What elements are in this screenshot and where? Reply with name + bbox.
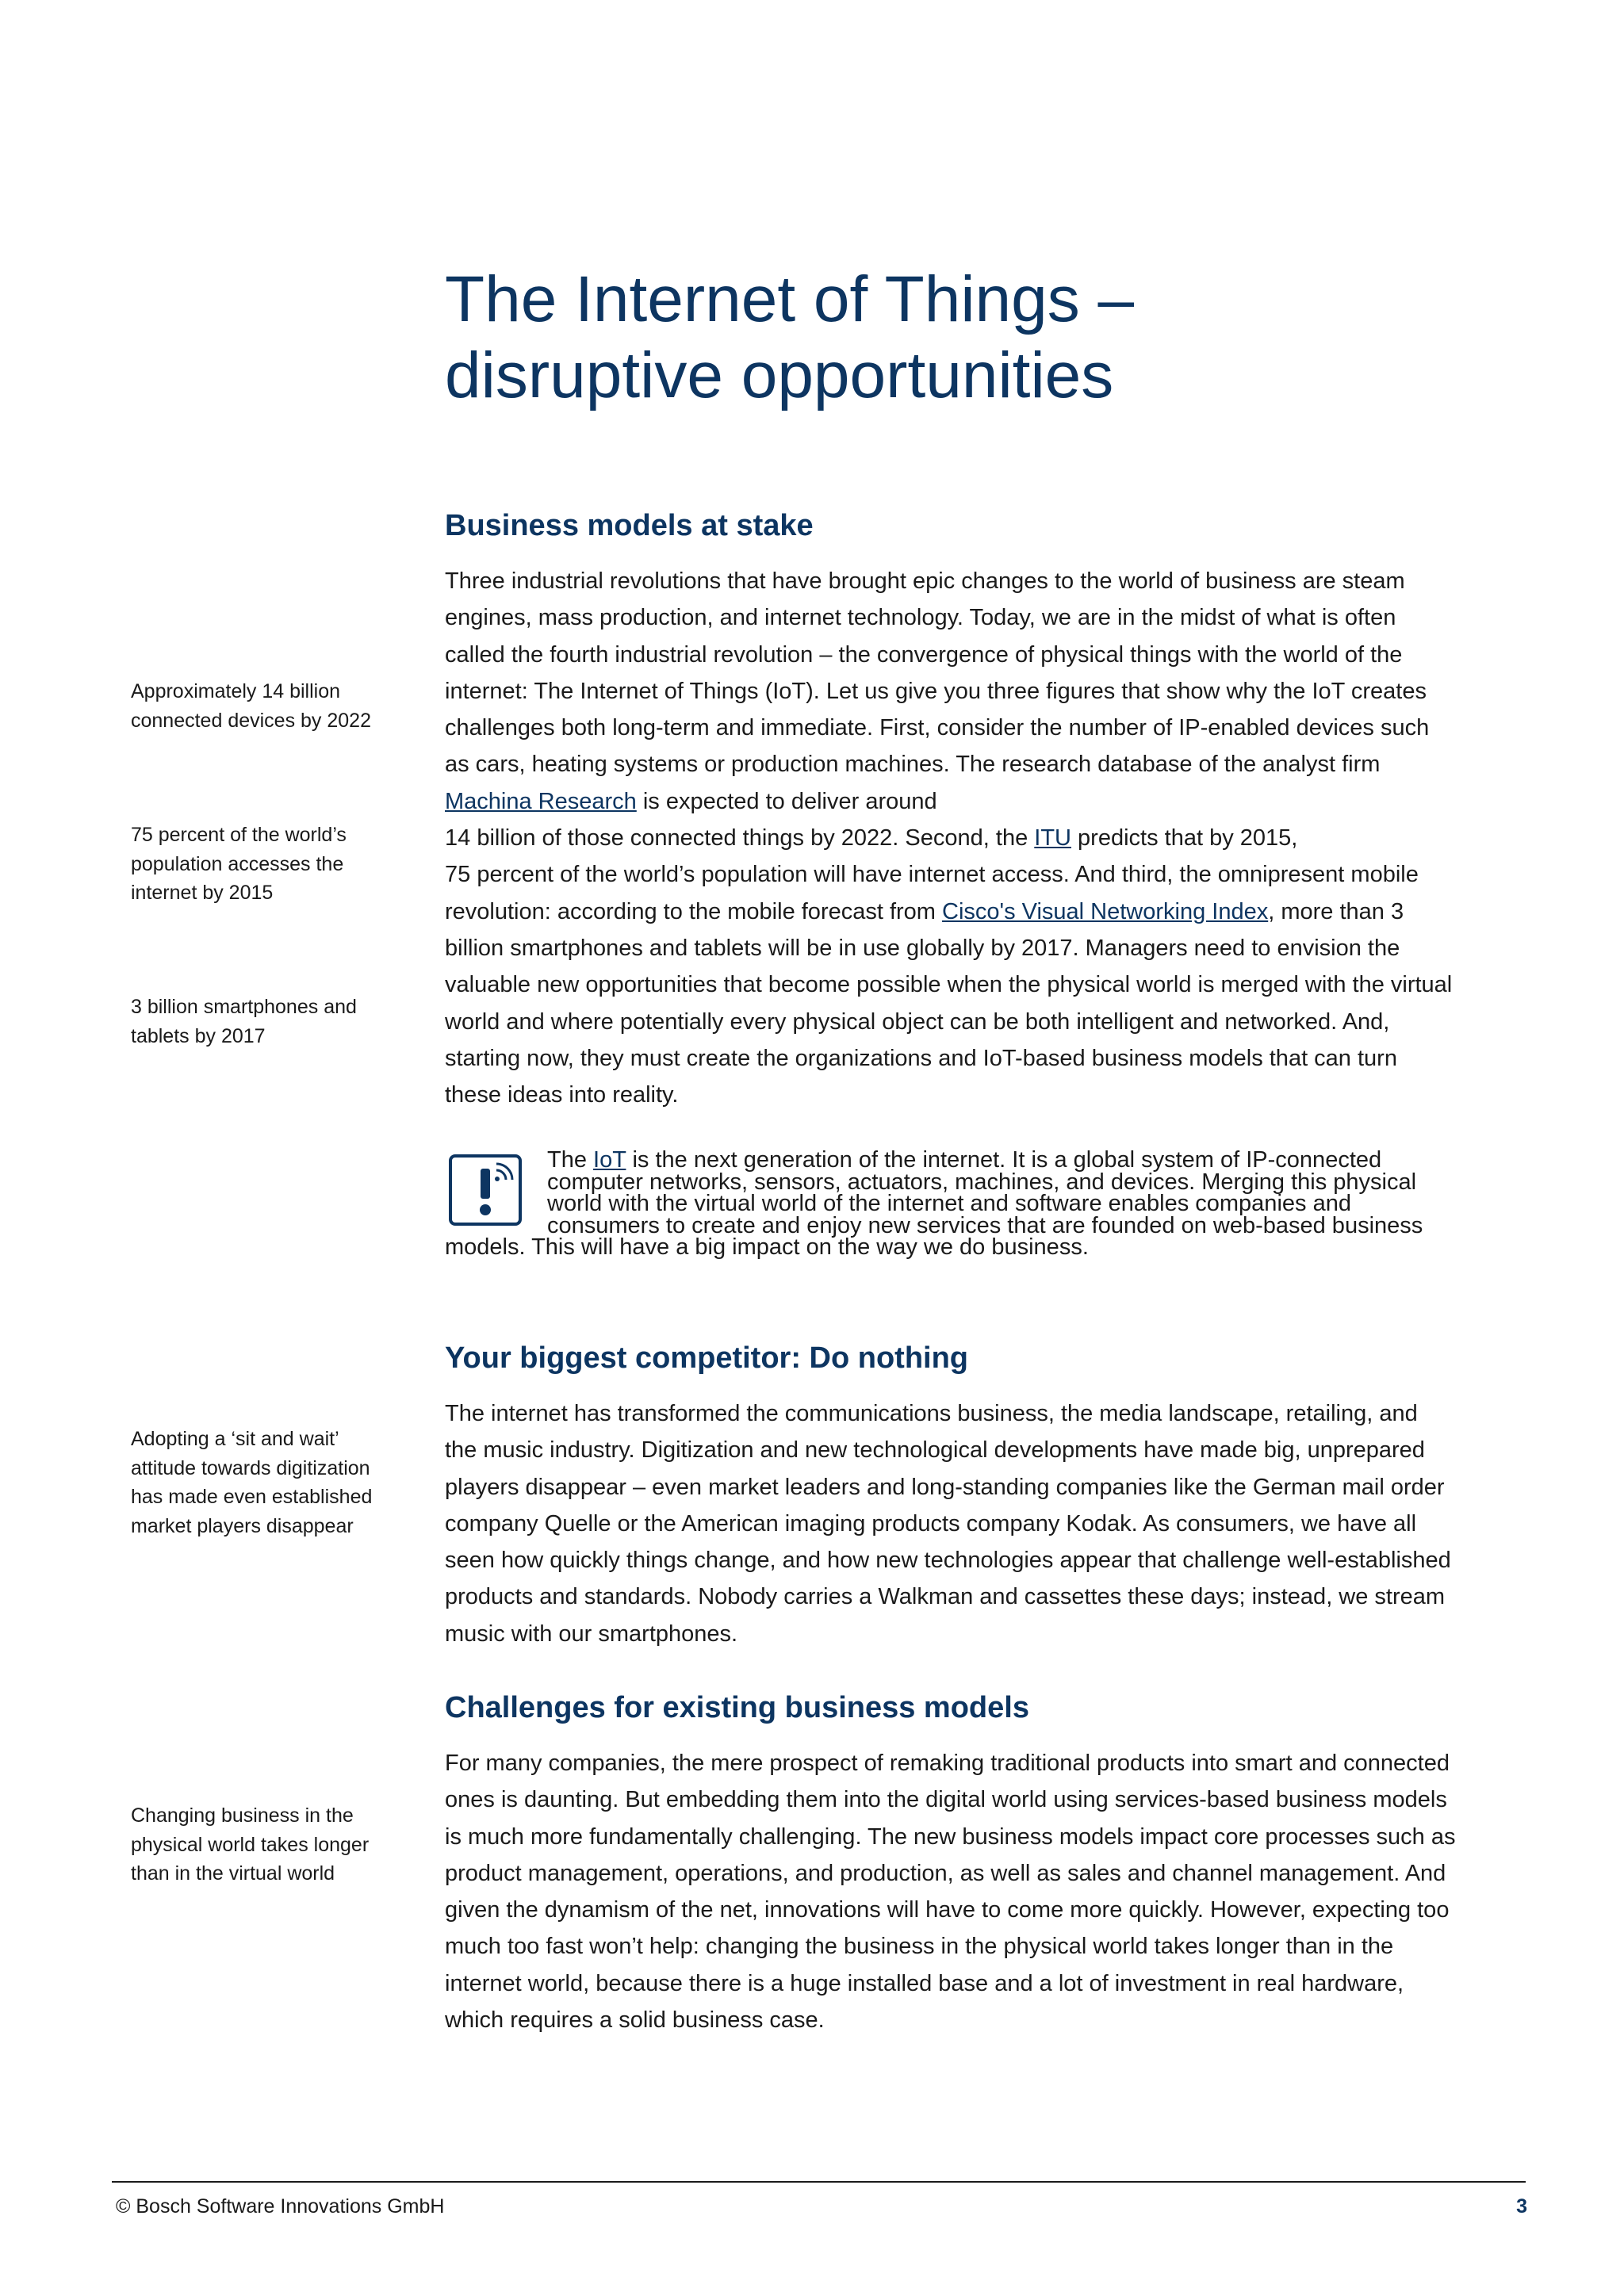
page-title-line-1: The Internet of Things – <box>445 263 1135 335</box>
footer-divider <box>112 2181 1526 2183</box>
info-note-text: The IoT is the next generation of the internet. It is a global system of IP-connected computer networks, sensors, actuators, machines, and devices. Merging this physical world with the virtual world of the internet and software enables companies and consumers to create and enjoy new services that are founded on web-based business models. This will have a big impact on the way we do business. <box>445 1147 1423 1260</box>
sidenote: Adopting a ‘sit and wait’ attitude towards digitization has made even established market players disappear <box>131 1428 373 1537</box>
footer-copyright: © Bosch Software Innovations GmbH <box>116 2195 445 2218</box>
section-business-models <box>445 507 1456 1113</box>
page-title <box>445 262 1476 414</box>
iot-link[interactable]: IoT <box>593 1147 626 1173</box>
exclamation-wifi-icon <box>449 1154 522 1226</box>
section-challenges <box>445 1689 1456 2038</box>
sidenote: 75 percent of the world’s population accesses the internet by 2015 <box>131 824 347 904</box>
section-heading: Your biggest competitor: Do nothing <box>445 1341 969 1375</box>
section-biggest-competitor <box>445 1340 1456 1652</box>
machina-research-link[interactable]: Machina Research <box>445 788 637 814</box>
section-heading: Challenges for existing business models <box>445 1691 1029 1724</box>
section-paragraph: For many companies, the mere prospect of remaking traditional products into smart and connected ones is daunting. But embedding them into the digital world using services-based business models is much more fundamentally challenging. The new business models impact core processes such as product management, operations, and production, as well as sales and channel management. And given the dynamism of the net, innovations will have to come more quickly. However, expecting too much too fast won’t help: changing the business in the physical world takes longer than in the internet world, because there is a huge installed base and a lot of investment in real hardware, which requires a solid business case. <box>445 1751 1456 2034</box>
section-paragraph: Three industrial revolutions that have brought epic changes to the world of business are steam engines, mass production, and internet technology. Today, we are in the midst of what is often called the fourth industrial revolution – the convergence of physical things with the world of the internet: The Internet of Things (IoT). Let us give you three figures that show why the IoT creates challenges both long-term and immediate. First, consider the number of IP-enabled devices such as cars, heating systems or production machines. The research database of the analyst firm Machina Research is expected to deliver around 14 billion of those connected things by 2022. Second, the ITU predicts that by 2015, 75 percent of the world’s population will have internet access. And third, the omnipresent mobile revolution: according to the mobile forecast from Cisco's Visual Networking Index, more than 3 billion smartphones and tablets will be in use globally by 2017. Managers need to envision the valuable new opportunities that become possible when the physical world is merged with the virtual world and where potentially every physical object can be both intelligent and networked. And, starting now, they must create the organizations and IoT-based business models that can turn these ideas into reality. <box>445 568 1453 1108</box>
itu-link[interactable]: ITU <box>1034 825 1071 851</box>
sidenote: Changing business in the physical world takes longer than in the virtual world <box>131 1804 370 1885</box>
section-paragraph: The internet has transformed the communications business, the media landscape, retailing, and the music industry. Digitization and new technological developments have made big, unprepared players disappear – even market leaders and long-standing companies like the German mail order company Quelle or the American imaging products company Kodak. As consumers, we have all seen how quickly things change, and how new technologies appear that challenge well-established products and standards. Nobody carries a Walkman and cassettes these days; instead, we stream music with our smartphones. <box>445 1401 1451 1647</box>
sidenote: 3 billion smartphones and tablets by 2017 <box>131 996 357 1047</box>
sidenote: Approximately 14 billion connected devices by 2022 <box>131 680 371 732</box>
page-number: 3 <box>1516 2195 1527 2218</box>
info-note <box>445 1149 1456 1259</box>
section-heading: Business models at stake <box>445 509 814 542</box>
page-title-line-2: disruptive opportunities <box>445 339 1114 411</box>
cisco-vni-link[interactable]: Cisco's Visual Networking Index <box>942 898 1269 924</box>
